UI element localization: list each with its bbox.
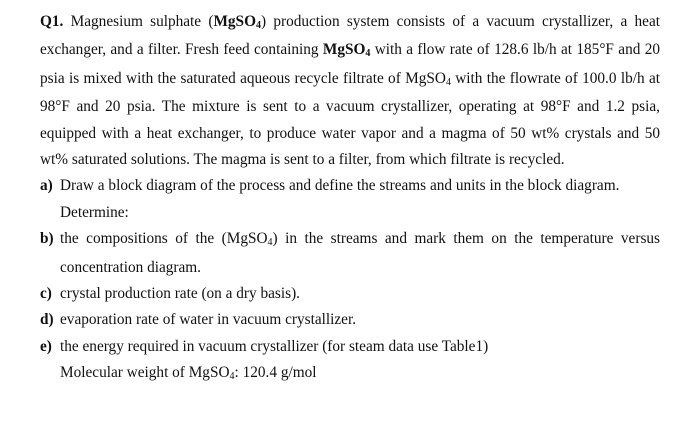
statement-text-2: ) production system consists of a vacuum crystallizer, a heat exchanger, and a filter. Fresh feed containing	[40, 13, 660, 59]
part-c	[40, 281, 660, 307]
part-c-label: c)	[40, 285, 52, 303]
part-a-text: Draw a block diagram of the process and define the streams and units in the block diagram.	[60, 177, 620, 195]
subscript-4: 4	[445, 76, 451, 88]
part-e-label: e)	[40, 337, 52, 355]
part-d-text: evaporation rate of water in vacuum crystallizer.	[60, 311, 357, 329]
formula-mgso4-bold: MgSO$_4$	[213, 13, 261, 31]
formula-mgso4-bold-2: MgSO$_4$	[322, 41, 371, 60]
determine-heading: Determine:	[60, 203, 129, 221]
part-e	[40, 334, 660, 360]
part-b-text-2: ) in the streams and mark them on the temperature versus concentration diagram.	[60, 230, 660, 276]
molecular-weight-note	[40, 360, 660, 388]
subscript-4-b: 4	[267, 237, 273, 249]
part-b-label: b)	[40, 230, 54, 248]
statement-text-3: with a flow rate of 128.6 lb/h at 185°F and 20 psia is mixed with the saturated aqueous recycle filtrate of MgSO	[40, 41, 660, 87]
part-d-label: d)	[40, 311, 54, 329]
subscript-4-mw: 4	[229, 371, 235, 383]
part-a	[40, 173, 660, 199]
statement-text-4: with the flowrate of 100.0 lb/h at 98°F and 20 psia. The mixture is sent to a vacuum crystallizer, operating at 98°F and 1.2 psia, equipped with a heat exchanger, to produce water vapor and a magma of 50 wt% crystals and 50 wt% saturated solutions. The magma is sent to a filter, from which filtrate is recycled.	[40, 69, 660, 169]
part-c-text: crystal production rate (on a dry basis).	[60, 285, 300, 303]
part-b-text-1: the compositions of the (MgSO	[60, 230, 268, 248]
part-b	[40, 226, 660, 281]
question-document	[40, 9, 660, 389]
mw-text-2: : 120.4 g/mol	[234, 364, 317, 382]
question-statement	[40, 9, 660, 173]
part-a-label: a)	[40, 177, 53, 195]
part-e-text: the energy required in vacuum crystallizer (for steam data use Table1)	[60, 337, 489, 355]
part-d	[40, 307, 660, 333]
statement-text-1: Magnesium sulphate (	[63, 13, 214, 30]
question-number: Q1.	[40, 13, 64, 30]
mw-text-1: Molecular weight of MgSO	[60, 364, 230, 382]
